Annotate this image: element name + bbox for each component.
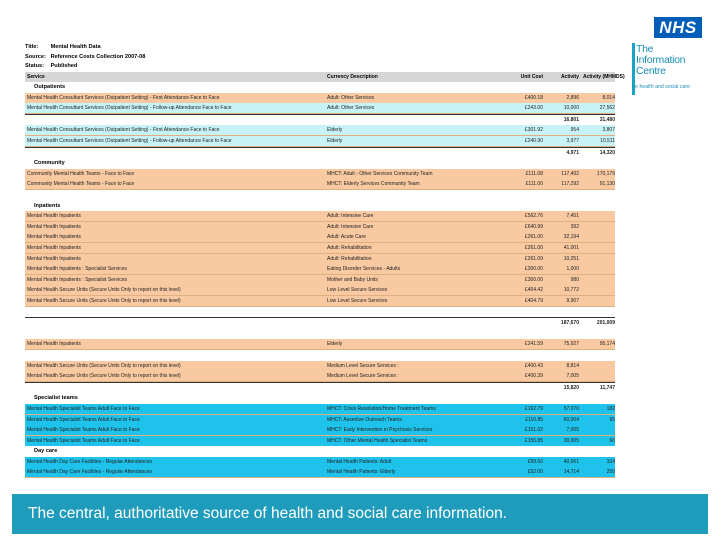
meta-source-label: Source: bbox=[25, 53, 46, 60]
table-row bbox=[25, 425, 615, 436]
cell-activity: 75,927 bbox=[563, 341, 579, 348]
cell-service: Mental Health Inpatients : Specialist Services bbox=[27, 276, 128, 283]
cell-unit-cost: £58.60 bbox=[527, 458, 543, 465]
cell-unit-cost: £400.43 bbox=[524, 362, 543, 369]
cell-currency: Medium Level Secure Services : bbox=[327, 373, 399, 380]
section-community: Community bbox=[34, 160, 65, 167]
cell-service: Mental Health Specialist Teams Adult Face to Face bbox=[27, 405, 140, 412]
cell-mimds: 65 bbox=[609, 416, 615, 423]
table-row bbox=[25, 285, 615, 296]
section-inpatients: Inpatients bbox=[34, 202, 61, 209]
table-row bbox=[25, 467, 615, 478]
table-row bbox=[25, 125, 615, 136]
cell-activity-total: 15,820 bbox=[563, 384, 579, 391]
header-unit-cost: Unit Cost bbox=[520, 73, 543, 80]
cell-unit-cost: £110.85 bbox=[525, 416, 543, 423]
cell-mimds: 8,014 bbox=[602, 94, 615, 101]
cell-activity: 117,402 bbox=[561, 170, 579, 177]
table-row bbox=[25, 264, 615, 275]
spacer bbox=[25, 307, 615, 318]
cell-activity-total: 16,801 bbox=[563, 116, 579, 123]
cell-service: Mental Health Specialist Teams Adult Face to Face bbox=[27, 437, 140, 444]
cell-mimds-total: 31,480 bbox=[599, 116, 615, 123]
cell-unit-cost: £240.90 bbox=[524, 138, 543, 145]
header-activity-mimds: Activity (MHMDS) bbox=[583, 73, 625, 80]
cell-service: Mental Health Consultant Services (Outpatient Setting) - Follow-up Attendance Face to Face bbox=[27, 138, 232, 145]
logo-line-3: Centre bbox=[636, 65, 666, 78]
cell-currency: Adult: Rehabilitation bbox=[327, 255, 372, 262]
cell-currency: MHCT: Early Intervention in Psychosis Services bbox=[327, 427, 433, 434]
cell-mimds: 3,807 bbox=[602, 127, 615, 134]
cell-service: Mental Health Inpatients bbox=[27, 223, 81, 230]
section-specialist-teams: Specialist teams bbox=[34, 395, 78, 402]
cell-currency: MHCT: Adult - Other Services Community Team bbox=[327, 170, 433, 177]
cell-service: Mental Health Day Care Facilities - Regular Attendances bbox=[27, 469, 153, 476]
spacer bbox=[25, 350, 615, 361]
meta-status-value: Published bbox=[50, 63, 78, 69]
cell-unit-cost: £404.42 bbox=[524, 287, 543, 294]
table-row bbox=[25, 232, 615, 243]
cell-service: Mental Health Inpatients bbox=[27, 245, 81, 251]
cell-activity-total: 187,670 bbox=[560, 320, 579, 327]
subtotal-row bbox=[25, 317, 615, 329]
table-row bbox=[25, 136, 615, 147]
header-service: Service bbox=[27, 73, 45, 80]
cell-mimds: 250 bbox=[606, 469, 615, 476]
cell-currency: MHCT: Crisis Resolution/Home Treatment Teams bbox=[327, 405, 436, 412]
cell-activity: 7,005 bbox=[566, 427, 579, 434]
cell-unit-cost: £640.99 bbox=[524, 223, 543, 230]
cell-service: Mental Health Specialist Teams Adult Face to Face bbox=[27, 427, 140, 434]
cell-activity: 3,977 bbox=[566, 138, 579, 145]
cell-service: Mental Health Inpatients bbox=[27, 213, 81, 220]
cell-currency: Medium Level Secure Services : bbox=[327, 362, 399, 369]
table-row bbox=[25, 436, 615, 447]
table-row bbox=[25, 296, 615, 307]
logo-title bbox=[636, 44, 685, 78]
cell-mimds: 27,562 bbox=[599, 105, 615, 112]
cell-unit-cost: £111.00 bbox=[525, 181, 543, 188]
cell-activity: 1,000 bbox=[566, 266, 579, 273]
cell-mimds: 91,130 bbox=[599, 181, 615, 188]
table-row bbox=[25, 404, 615, 415]
cell-activity: 14,714 bbox=[563, 469, 579, 476]
cell-activity: 8,814 bbox=[566, 362, 579, 369]
cell-currency: Elderly bbox=[327, 127, 343, 134]
cell-unit-cost: £300.00 bbox=[524, 276, 543, 283]
cell-currency: Adult: Intensive Care bbox=[327, 213, 374, 220]
cell-currency: MHCT: Elderly Services Community Team bbox=[327, 181, 420, 188]
meta-title bbox=[25, 43, 615, 53]
cell-mimds: 95,174 bbox=[599, 341, 615, 348]
table-row bbox=[25, 243, 615, 254]
cell-service: Mental Health Consultant Services (Outpatient Setting) - Follow-up Attendance Face to Face bbox=[27, 105, 232, 112]
cell-service: Mental Health Secure Units (Secure Units Only to report on this level) bbox=[27, 287, 181, 294]
meta-status-label: Status: bbox=[25, 63, 44, 69]
table-row bbox=[25, 371, 615, 382]
cell-activity: 980 bbox=[570, 276, 579, 283]
cell-activity: 7,005 bbox=[566, 373, 579, 380]
cell-currency: Low Level Secure Services bbox=[327, 287, 388, 294]
meta-source-value: Reference Costs Collection 2007-08 bbox=[50, 53, 146, 60]
cell-activity: 10,772 bbox=[563, 287, 579, 294]
table-row bbox=[25, 457, 615, 468]
subtotal-row bbox=[25, 147, 615, 159]
cell-unit-cost: £404.79 bbox=[524, 297, 543, 304]
table-row bbox=[25, 169, 615, 180]
cell-activity: 60,004 bbox=[563, 416, 579, 423]
cell-unit-cost: £400.39 bbox=[524, 373, 543, 380]
cell-mimds: 10,511 bbox=[600, 138, 615, 145]
cell-currency: Elderly bbox=[327, 138, 343, 145]
cell-activity: 41,001 bbox=[563, 245, 579, 251]
cell-mimds: 182 bbox=[606, 405, 615, 412]
table-row bbox=[25, 211, 615, 222]
cell-unit-cost: £241.59 bbox=[524, 341, 543, 348]
cell-service: Mental Health Day Care Facilities - Regular Attendances bbox=[27, 458, 153, 465]
logo-line-2: Information bbox=[636, 54, 686, 67]
cell-unit-cost: £300.00 bbox=[524, 266, 543, 273]
footer-banner: The central, authoritative source of health and social care information. bbox=[12, 494, 708, 534]
cell-unit-cost: £151.02 bbox=[524, 427, 543, 434]
cell-unit-cost: £301.92 bbox=[524, 127, 543, 134]
subtotal-row bbox=[25, 382, 615, 394]
cell-service: Mental Health Inpatients bbox=[27, 341, 81, 348]
header-currency: Currency Description bbox=[327, 73, 378, 80]
cell-service: Mental Health Secure Units (Secure Units Only to report on this level) bbox=[27, 297, 181, 304]
cell-activity: 954 bbox=[570, 127, 579, 134]
cell-activity: 9,907 bbox=[566, 297, 579, 304]
cell-activity: 2,896 bbox=[566, 94, 579, 101]
meta-status bbox=[25, 62, 615, 72]
cell-unit-cost: £155.85 bbox=[524, 437, 543, 444]
cell-service: Mental Health Secure Units (Secure Units Only to report on this level) bbox=[27, 373, 181, 380]
cell-unit-cost: £111.08 bbox=[525, 170, 543, 177]
cell-service: Mental Health Secure Units (Secure Units Only to report on this level) bbox=[27, 362, 181, 369]
cell-activity-total: 4,971 bbox=[566, 149, 579, 156]
table-row bbox=[25, 275, 615, 286]
cell-service: Mental Health Specialist Teams Adult Face to Face bbox=[27, 416, 140, 423]
cell-activity: 57,070 bbox=[563, 405, 579, 412]
table-row bbox=[25, 93, 615, 104]
cell-currency: Adult: Acute Care bbox=[327, 234, 366, 241]
table-row bbox=[25, 179, 615, 190]
meta-source bbox=[25, 53, 615, 63]
nhs-logo: NHS bbox=[654, 17, 702, 38]
cell-currency: Adult: Rehabilitation bbox=[327, 245, 372, 251]
cell-unit-cost: £192.79 bbox=[524, 405, 543, 412]
cell-mimds: 170,179 bbox=[596, 170, 615, 177]
cell-mimds: 60 bbox=[609, 437, 615, 444]
table-row bbox=[25, 339, 615, 350]
cell-activity: 40,061 bbox=[563, 458, 579, 465]
cell-unit-cost: £261.09 bbox=[524, 255, 543, 262]
cell-unit-cost: £52.00 bbox=[527, 469, 543, 476]
cell-mimds-total: 11,747 bbox=[599, 384, 615, 391]
cell-currency: Mental Health Patients: Elderly bbox=[327, 469, 396, 476]
table-row bbox=[25, 103, 615, 114]
subtotal-row bbox=[25, 114, 615, 126]
cell-mimds-total: 14,320 bbox=[599, 149, 615, 156]
cell-activity: 392 bbox=[570, 223, 579, 230]
cell-mimds-total: 201,009 bbox=[596, 320, 615, 327]
cell-mimds: 104 bbox=[606, 458, 615, 465]
table-row bbox=[25, 415, 615, 426]
cell-activity: 32,194 bbox=[563, 234, 579, 241]
header-activity: Activity bbox=[560, 73, 579, 80]
cell-service: Mental Health Inpatients bbox=[27, 234, 81, 241]
cell-currency: Mother and Baby Units bbox=[327, 276, 378, 283]
table-row bbox=[25, 222, 615, 233]
cell-currency: Adult: Other Services bbox=[327, 105, 375, 112]
spreadsheet bbox=[25, 43, 625, 478]
cell-unit-cost: £261.00 bbox=[524, 245, 543, 251]
cell-activity: 10,251 bbox=[563, 255, 579, 262]
cell-activity: 117,292 bbox=[561, 181, 579, 188]
cell-service: Mental Health Inpatients : Specialist Services bbox=[27, 266, 128, 273]
section-outpatients: Outpatients bbox=[34, 84, 66, 91]
cell-activity: 30,005 bbox=[563, 437, 579, 444]
cell-service: Mental Health Consultant Services (Outpatient Setting) - First Attendance Face to Face bbox=[27, 127, 220, 134]
cell-currency: MHCT: Assertive Outreach Teams bbox=[327, 416, 402, 423]
cell-service: Community Mental Health Teams - Face to Face bbox=[27, 181, 135, 188]
table-header bbox=[25, 72, 625, 83]
cell-service: Mental Health Inpatients bbox=[27, 255, 81, 262]
cell-service: Mental Health Consultant Services (Outpatient Setting) - First Attendance Face to Face bbox=[27, 94, 220, 101]
section-day-care: Day care bbox=[34, 448, 58, 455]
cell-currency: Eating Disorder Services - Adults bbox=[327, 266, 401, 273]
spacer bbox=[25, 329, 615, 340]
meta-title-label: Title: bbox=[25, 44, 39, 50]
cell-activity: 10,000 bbox=[563, 105, 579, 112]
cell-currency: Elderly bbox=[327, 341, 343, 348]
cell-service: Community Mental Health Teams - Face to Face bbox=[27, 170, 135, 177]
logo-tagline: for health and social care bbox=[632, 84, 690, 90]
meta-title-value: Mental Health Data bbox=[50, 44, 101, 50]
cell-currency: Low Level Secure Services bbox=[327, 297, 388, 304]
table-row bbox=[25, 361, 615, 372]
cell-unit-cost: £261.00 bbox=[524, 234, 543, 241]
cell-currency: Adult: Other Services bbox=[327, 94, 375, 101]
spacer bbox=[25, 190, 615, 201]
cell-unit-cost: £562.76 bbox=[524, 213, 543, 220]
cell-currency: MHCT: Other Mental Health Specialist Teams bbox=[327, 437, 428, 444]
cell-currency: Mental Health Patients: Adult bbox=[327, 458, 392, 465]
cell-unit-cost: £243.00 bbox=[524, 105, 543, 112]
cell-activity: 7,451 bbox=[566, 213, 579, 220]
cell-currency: Adult: Intensive Care bbox=[327, 223, 374, 230]
cell-unit-cost: £400.18 bbox=[524, 94, 543, 101]
logo-line-1: The bbox=[636, 43, 654, 55]
table-row bbox=[25, 254, 615, 265]
